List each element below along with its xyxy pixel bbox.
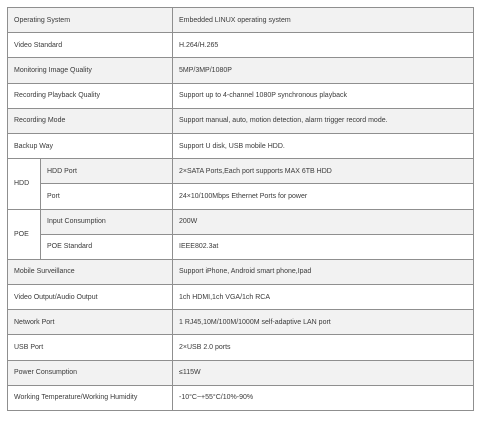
table-row: [8, 133, 474, 158]
table-row: [8, 335, 474, 360]
table-row: [8, 33, 474, 58]
spec-sub-label: HDD Port: [41, 159, 173, 184]
spec-label: Recording Playback Quality: [8, 83, 173, 108]
spec-value: Support up to 4-channel 1080P synchronous playback: [173, 83, 474, 108]
spec-value: 1 RJ45,10M/100M/1000M self-adaptive LAN port: [173, 310, 474, 335]
spec-sub-label: Port: [41, 184, 173, 209]
table-row: [8, 159, 474, 184]
table-row: [8, 385, 474, 410]
spec-label: Mobile Surveillance: [8, 259, 173, 284]
spec-value: 2×USB 2.0 ports: [173, 335, 474, 360]
spec-label: Video Output/Audio Output: [8, 285, 173, 310]
spec-label: Backup Way: [8, 133, 173, 158]
table-row: [8, 8, 474, 33]
table-row: [8, 285, 474, 310]
spec-value: -10°C~+55°C/10%-90%: [173, 385, 474, 410]
spec-group-label: POE: [8, 209, 41, 259]
table-row: [8, 83, 474, 108]
spec-label: USB Port: [8, 335, 173, 360]
spec-sub-label: POE Standard: [41, 234, 173, 259]
spec-value: 200W: [173, 209, 474, 234]
table-row: [8, 58, 474, 83]
spec-label: Recording Mode: [8, 108, 173, 133]
table-row: [8, 209, 474, 234]
table-row: [8, 234, 474, 259]
spec-value: 1ch HDMI,1ch VGA/1ch RCA: [173, 285, 474, 310]
spec-value: ≤115W: [173, 360, 474, 385]
table-row: [8, 310, 474, 335]
spec-label: Operating System: [8, 8, 173, 33]
spec-group-label: HDD: [8, 159, 41, 209]
table-row: [8, 360, 474, 385]
spec-label: Monitoring Image Quality: [8, 58, 173, 83]
table-row: [8, 259, 474, 284]
spec-value: 5MP/3MP/1080P: [173, 58, 474, 83]
spec-value: Support manual, auto, motion detection, alarm trigger record mode.: [173, 108, 474, 133]
spec-table: [7, 7, 474, 411]
spec-label: Power Consumption: [8, 360, 173, 385]
spec-label: Video Standard: [8, 33, 173, 58]
spec-value: 24×10/100Mbps Ethernet Ports for power: [173, 184, 474, 209]
spec-sub-label: Input Consumption: [41, 209, 173, 234]
spec-label: Working Temperature/Working Humidity: [8, 385, 173, 410]
spec-value: Embedded LINUX operating system: [173, 8, 474, 33]
spec-value: Support U disk, USB mobile HDD.: [173, 133, 474, 158]
spec-value: IEEE802.3at: [173, 234, 474, 259]
table-row: [8, 184, 474, 209]
table-row: [8, 108, 474, 133]
spec-value: 2×SATA Ports,Each port supports MAX 6TB HDD: [173, 159, 474, 184]
spec-value: Support iPhone, Android smart phone,Ipad: [173, 259, 474, 284]
spec-label: Network Port: [8, 310, 173, 335]
spec-value: H.264/H.265: [173, 33, 474, 58]
